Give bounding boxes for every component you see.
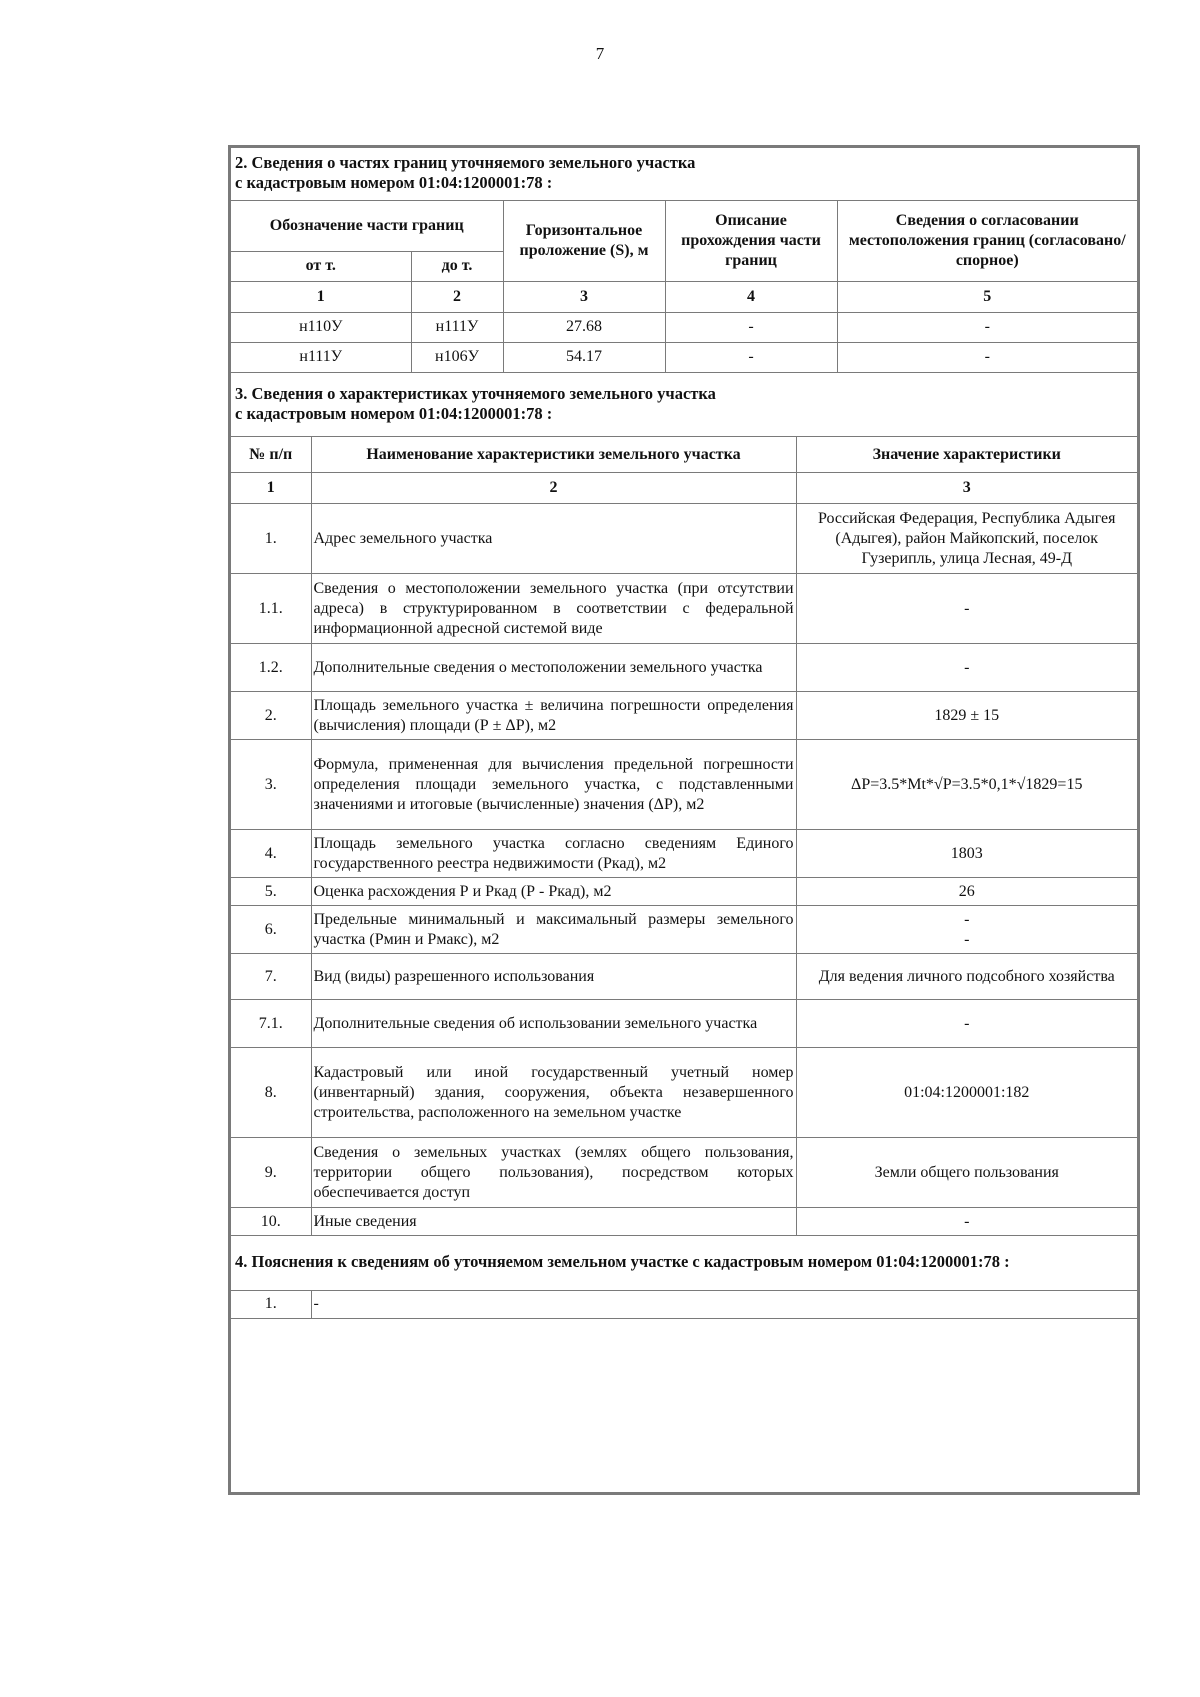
table-row — [231, 342, 1137, 372]
col-number: 1 — [231, 473, 311, 504]
characteristic-name: Площадь земельного участка согласно сведениям Единого государственного реестра недвижимости (Ркад), м2 — [311, 830, 796, 878]
characteristic-value: Земли общего пользования — [796, 1138, 1137, 1208]
col-number: 5 — [837, 281, 1137, 312]
table-row — [231, 692, 1137, 740]
table-row — [231, 574, 1137, 644]
horizontal-value: 54.17 — [503, 342, 665, 372]
characteristic-value: Российская Федерация, Республика Адыгея (Адыгея), район Майкопский, поселок Гузерипль, улица Лесная, 49-Д — [796, 504, 1137, 574]
col-number: 1 — [231, 281, 411, 312]
table-row — [231, 830, 1137, 878]
header-part: Обозначение части границ — [231, 200, 503, 251]
section3-table — [231, 373, 1137, 1237]
section2-table — [231, 148, 1137, 373]
header-description: Описание прохождения части границ — [665, 200, 837, 281]
characteristic-value: - — [796, 1208, 1137, 1236]
table-row — [231, 954, 1137, 1000]
table-row — [231, 312, 1137, 342]
table-row — [231, 740, 1137, 830]
document-frame — [228, 145, 1140, 1495]
agreement-value: - — [837, 342, 1137, 372]
col-number-row — [231, 281, 1137, 312]
characteristic-value: 26 — [796, 878, 1137, 906]
col-number: 2 — [311, 473, 796, 504]
characteristic-value: 01:04:1200001:182 — [796, 1048, 1137, 1138]
characteristic-name: Иные сведения — [311, 1208, 796, 1236]
characteristic-name: Дополнительные сведения об использовании земельного участка — [311, 1000, 796, 1048]
characteristic-value: 1829 ± 15 — [796, 692, 1137, 740]
characteristic-name: Площадь земельного участка ± величина погрешности определения (вычисления) площади (Р ± ΔР), м2 — [311, 692, 796, 740]
section3-title: 3. Сведения о характеристиках уточняемого земельного участка с кадастровым номером 01:04:1200001:78 : — [231, 373, 1137, 437]
explanation-text: - — [311, 1290, 1137, 1318]
row-number: 1. — [231, 504, 311, 574]
header-from: от т. — [231, 251, 411, 281]
row-number: 6. — [231, 906, 311, 954]
row-number: 1. — [231, 1290, 311, 1318]
row-number: 1.2. — [231, 644, 311, 692]
horizontal-value: 27.68 — [503, 312, 665, 342]
header-horizontal: Горизонтальное проложение (S), м — [503, 200, 665, 281]
section2-title: 2. Сведения о частях границ уточняемого земельного участка с кадастровым номером 01:04:1200001:78 : — [231, 148, 1137, 200]
table-row — [231, 878, 1137, 906]
row-number: 9. — [231, 1138, 311, 1208]
header-name: Наименование характеристики земельного участка — [311, 437, 796, 473]
section4-title: 4. Пояснения к сведениям об уточняемом земельном участке с кадастровым номером 01:04:1200001:78 : — [231, 1236, 1137, 1290]
min-size-value: - — [964, 910, 970, 928]
col-number: 4 — [665, 281, 837, 312]
header-value: Значение характеристики — [796, 437, 1137, 473]
table-row — [231, 1290, 1137, 1318]
to-point: н106У — [411, 342, 503, 372]
characteristic-name: Сведения о местоположении земельного участка (при отсутствии адреса) в структурированном в соответствии с федеральной информационной адресной системой виде — [311, 574, 796, 644]
table-row — [231, 1208, 1137, 1236]
col-number-row — [231, 473, 1137, 504]
characteristic-value: ΔР=3.5*Mt*√P=3.5*0,1*√1829=15 — [796, 740, 1137, 830]
page-number: 7 — [595, 44, 605, 63]
table-row — [231, 1000, 1137, 1048]
characteristic-name: Кадастровый или иной государственный учетный номер (инвентарный) здания, сооружения, объекта незавершенного строительства, расположенного на земельном участке — [311, 1048, 796, 1138]
row-number: 3. — [231, 740, 311, 830]
characteristic-value: - — [796, 644, 1137, 692]
table-row — [231, 504, 1137, 574]
header-agreement: Сведения о согласовании местоположения границ (согласовано/спорное) — [837, 200, 1137, 281]
from-point: н111У — [231, 342, 411, 372]
col-number: 3 — [503, 281, 665, 312]
from-point: н110У — [231, 312, 411, 342]
characteristic-value: 1803 — [796, 830, 1137, 878]
characteristic-name: Сведения о земельных участках (землях общего пользования, территории общего пользования), посредством которых обеспечивается доступ — [311, 1138, 796, 1208]
characteristic-name: Вид (виды) разрешенного использования — [311, 954, 796, 1000]
row-number: 2. — [231, 692, 311, 740]
row-number: 5. — [231, 878, 311, 906]
description-value: - — [665, 342, 837, 372]
characteristic-name: Формула, примененная для вычисления предельной погрешности определения площади земельного участка, с подставленными значениями и итоговые (вычисленные) значения (ΔР), м2 — [311, 740, 796, 830]
characteristic-name: Оценка расхождения Р и Ркад (Р - Ркад), м2 — [311, 878, 796, 906]
table-row — [231, 644, 1137, 692]
table-row — [231, 1048, 1137, 1138]
characteristic-value: - — [796, 1000, 1137, 1048]
header-num: № п/п — [231, 437, 311, 473]
section4-table — [231, 1236, 1137, 1319]
header-to: до т. — [411, 251, 503, 281]
description-value: - — [665, 312, 837, 342]
agreement-value: - — [837, 312, 1137, 342]
row-number: 4. — [231, 830, 311, 878]
row-number: 7. — [231, 954, 311, 1000]
characteristic-name: Адрес земельного участка — [311, 504, 796, 574]
characteristic-value: - — [796, 574, 1137, 644]
row-number: 7.1. — [231, 1000, 311, 1048]
row-number: 1.1. — [231, 574, 311, 644]
row-number: 10. — [231, 1208, 311, 1236]
max-size-value: - — [964, 930, 970, 948]
characteristic-name: Дополнительные сведения о местоположении земельного участка — [311, 644, 796, 692]
col-number: 2 — [411, 281, 503, 312]
row-number: 8. — [231, 1048, 311, 1138]
characteristic-name: Предельные минимальный и максимальный размеры земельного участка (Рмин и Рмакс), м2 — [311, 906, 796, 954]
characteristic-value: Для ведения личного подсобного хозяйства — [796, 954, 1137, 1000]
to-point: н111У — [411, 312, 503, 342]
col-number: 3 — [796, 473, 1137, 504]
table-row — [231, 906, 1137, 954]
table-row — [231, 1138, 1137, 1208]
characteristic-value — [796, 906, 1137, 954]
